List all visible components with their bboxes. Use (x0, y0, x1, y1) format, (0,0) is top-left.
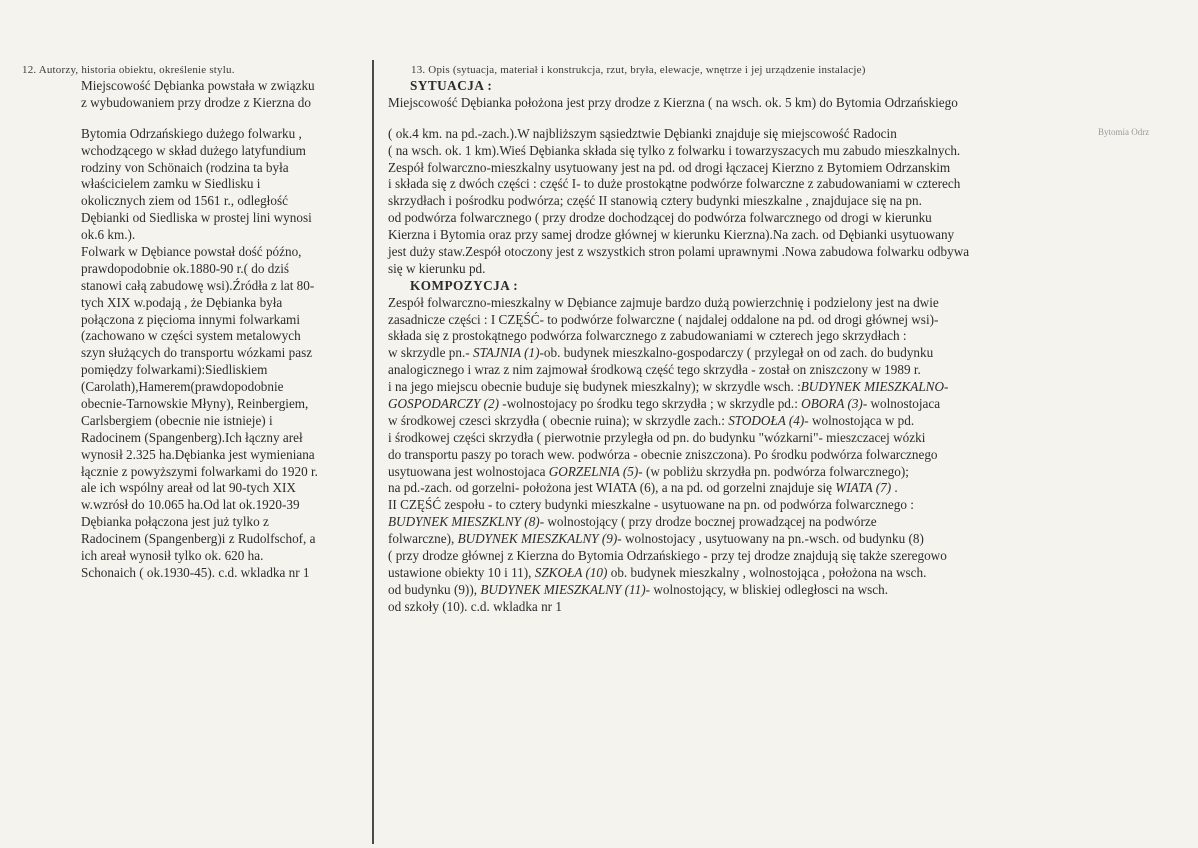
history-line: Carlsbergiem (obecnie nie istnieje) i (81, 412, 273, 428)
description-line: Kierzna i Bytomia oraz przy samej drodze głównej w kierunku Kierzna).Na zach. od Dębianki usytuowany (388, 227, 955, 243)
sytuacja-heading: SYTUACJA : (410, 78, 493, 93)
description-line: i środkowej części skrzydła ( pierwotnie przyległa od pn. do budynku "wózkarni"- mieszczacej wózki (388, 429, 926, 445)
building-name: GORZELNIA (5) (548, 463, 639, 479)
description-line: Miejscowość Dębianka położona jest przy drodze z Kierzna ( na wsch. ok. 5 km) do Bytomia Odrzańskiego (388, 94, 958, 110)
text-span: ob. budynek mieszkalny , wolnostojąca , położona na wsch. (607, 564, 927, 580)
continuation-note: od szkoły (10). c.d. wkladka nr 1 (388, 598, 562, 614)
description-line: zasadnicze części : I CZĘŚĆ- to podwórze folwarczne ( najdalej oddalone na pd. od drogi głównej wsi)- (388, 311, 939, 327)
description-line: Zespół folwarczno-mieszkalny usytuowany jest na pd. od drogi łączacej Kierzno z Bytomiem Odrzanskim (388, 159, 951, 175)
text-span: - wolnostojacy , usytuowany na pn.-wsch. od budynku (8) (617, 531, 924, 547)
text-span: na pd.-zach. od gorzelni- położona jest WIATA (6), a na pd. od gorzelni znajduje się (388, 480, 836, 496)
description-line (388, 582, 1128, 599)
history-line: Bytomia Odrzańskiego dużego folwarku , (81, 125, 302, 141)
description-line (388, 413, 1128, 430)
text-span: - wolnostojący ( przy drodze bocznej prowadzącej na podwórze (539, 514, 877, 530)
description-line (388, 464, 1128, 481)
description-line: Zespół folwarczno-mieszkalny w Dębiance zajmuje bardzo dużą powierzchnię i podzielony jest na dwie (388, 294, 939, 310)
history-line: stanowi całą zabudowę wsi).Źródła z lat 80- (81, 277, 315, 293)
text-span: - wolnostojaca (862, 396, 941, 412)
history-line: Dębianka połączona jest już tylko z (81, 514, 269, 530)
building-name: STODOŁA (4) (728, 412, 805, 428)
column-divider (372, 60, 374, 844)
history-line: Folwark w Dębiance powstał dość późno, (81, 244, 302, 260)
history-line: rodziny von Schönaich (rodzina ta była (81, 159, 289, 175)
history-line: pomiędzy folwarkami):Siedliskiem (81, 362, 268, 378)
cut-off-line (388, 112, 1128, 126)
history-line: z wybudowaniem przy drodze z Kierzna do (81, 94, 311, 110)
building-name: SZKOŁA (10) (534, 564, 608, 580)
description-line: jest duży staw.Zespół otoczony jest z wszystkich stron polami uprawnymi .Nowa zabudowa folwarku odbywa (388, 244, 970, 260)
building-name: WIATA (7) (835, 480, 892, 496)
history-column (81, 78, 371, 582)
history-line: szyn służących do transportu wózkami pasz (81, 345, 313, 361)
history-line: łącznie z powyższymi folwarkami do 1920 r. (81, 463, 318, 479)
kompozycja-heading: KOMPOZYCJA : (410, 277, 519, 293)
history-line: obecnie-Tarnowskie Młyny), Reinbergiem, (81, 396, 309, 412)
description-line: się w kierunku pd. (388, 260, 486, 276)
description-line (388, 565, 1128, 582)
history-line: wynosił 2.325 ha.Dębianka jest wymieniana (81, 446, 315, 462)
history-line: w.wzrósł do 10.065 ha.Od lat ok.1920-39 (81, 497, 300, 513)
history-line: tych XIX w.podają , że Dębianka była (81, 294, 283, 310)
history-line: Miejscowość Dębianka powstała w związku (81, 78, 315, 93)
history-line: ale ich wspólny areał od lat 90-tych XIX (81, 480, 296, 496)
margin-fragment: Bytomia Odrz (1098, 127, 1150, 137)
building-name: BUDYNEK MIESZKALNY (11) (480, 581, 646, 597)
history-line: Radocinem (Spangenberg).Ich łączny areł (81, 429, 303, 445)
history-line: ok.6 km.). (81, 227, 136, 243)
history-line: Dębianki od Siedliska w prostej lini wynosi (81, 210, 312, 226)
text-span: w skrzydle pn.- (388, 345, 473, 361)
description-line: od podwórza folwarcznego ( przy drodze dochodzącej do podwórza folwarcznego od drogi w kierunku (388, 210, 932, 226)
description-column (388, 78, 1128, 616)
description-line (388, 345, 1128, 362)
history-line: wchodzącego w skład dużego latyfundium (81, 142, 306, 158)
description-line (388, 379, 1128, 396)
building-name: BUDYNEK MIESZKALNY (9) (457, 531, 618, 547)
building-name: BUDYNEK MIESZKLNY (8) (388, 514, 540, 530)
section-12-header: 12. Autorzy, historia obiektu, określenie stylu. (22, 64, 235, 76)
building-name: OBORA (3) (801, 396, 863, 412)
description-line: do transportu paszy po torach wew. podwórza - obecnie zniszczona). Po środku podwórza folwarcznego (388, 446, 938, 462)
description-line: składa się z prostokątnego podwórza folwarcznego z zabudowaniami w czterech jego skrzydłach : (388, 328, 907, 344)
description-line: ( przy drodze głównej z Kierzna do Bytomia Odrzańskiego - przy tej drodze znajdują się także szeregowo (388, 548, 947, 564)
section-13-header: 13. Opis (sytuacja, materiał i konstrukcja, rzut, bryła, elewacje, wnętrze i jej urządzenie instalacje) (411, 64, 866, 76)
text-span: . (891, 480, 898, 496)
description-line: II CZĘŚĆ zespołu - to cztery budynki mieszkalne - usytuowane na pn. od podwórza folwarcznego : (388, 497, 914, 513)
description-line (388, 514, 1128, 531)
text-span: -wolnostojacy po środku tego skrzydła ; w skrzydle pd.: (499, 396, 802, 412)
description-line: ( ok.4 km. na pd.-zach.).W najbliższym sąsiedztwie Dębianki znajduje się miejscowość Radocin (388, 125, 897, 141)
text-span: i na jego miejscu obecnie buduje się budynek mieszkalny); w skrzydle wsch. : (388, 379, 801, 395)
history-line: (zachowano w części system metalowych (81, 328, 301, 344)
description-line: ( na wsch. ok. 1 km).Wieś Dębianka składa się tylko z folwarku i towarzyszacych mu zabudo mieszkalnych. (388, 142, 961, 158)
text-span: folwarczne), (388, 531, 458, 547)
history-line: właścicielem zamku w Siedlisku i (81, 176, 261, 192)
text-span: - (w pobliżu skrzydła pn. podwórza folwarcznego); (638, 463, 909, 479)
description-line: skrzydłach i pośrodku podwórza; część II stanowią cztery budynki mieszkalne , znajdujace się na pn. (388, 193, 922, 209)
text-span: - wolnostojąca w pd. (804, 412, 915, 428)
history-line: okolicznych ziem od 1561 r., odległość (81, 193, 288, 209)
description-line (388, 480, 1128, 497)
cut-off-line (81, 112, 371, 126)
description-line (388, 531, 1128, 548)
text-span: usytuowana jest wolnostojaca (388, 463, 549, 479)
description-line (388, 396, 1128, 413)
text-span: - wolnostojący, w bliskiej odległosci na wsch. (645, 581, 889, 597)
text-span: ustawione obiekty 10 i 11), (388, 564, 535, 580)
building-name: BUDYNEK MIESZKALNO- (800, 379, 949, 395)
description-line: analogicznego i wraz z nim zajmował środkową część tego skrzydła - został on zniszczony w 1989 r. (388, 362, 921, 378)
history-line: Radocinem (Spangenberg)i z Rudolfschof, a (81, 531, 316, 547)
continuation-note: Schonaich ( ok.1930-45). c.d. wkladka nr 1 (81, 564, 310, 580)
building-name: GOSPODARCZY (2) (388, 396, 499, 412)
history-line: prawdopodobnie ok.1880-90 r.( do dziś (81, 260, 290, 276)
text-span: w środkowej czesci skrzydła ( obecnie ruina); w skrzydle zach.: (388, 412, 729, 428)
history-line: ich areał wynosił tylko ok. 620 ha. (81, 548, 264, 564)
description-line: i składa się z dwóch części : część I- to duże prostokątne podwórze folwarczne z zabudowaniami w czterech (388, 176, 961, 192)
building-name: STAJNIA (1) (472, 345, 540, 361)
history-line: (Carolath),Hamerem(prawdopodobnie (81, 379, 284, 395)
text-span: -ob. budynek mieszkalno-gospodarczy ( przylegał on od zach. do budynku (539, 345, 934, 361)
history-line: połączona z pięcioma innymi folwarkami (81, 311, 300, 327)
text-span: od budynku (9)), (388, 581, 481, 597)
